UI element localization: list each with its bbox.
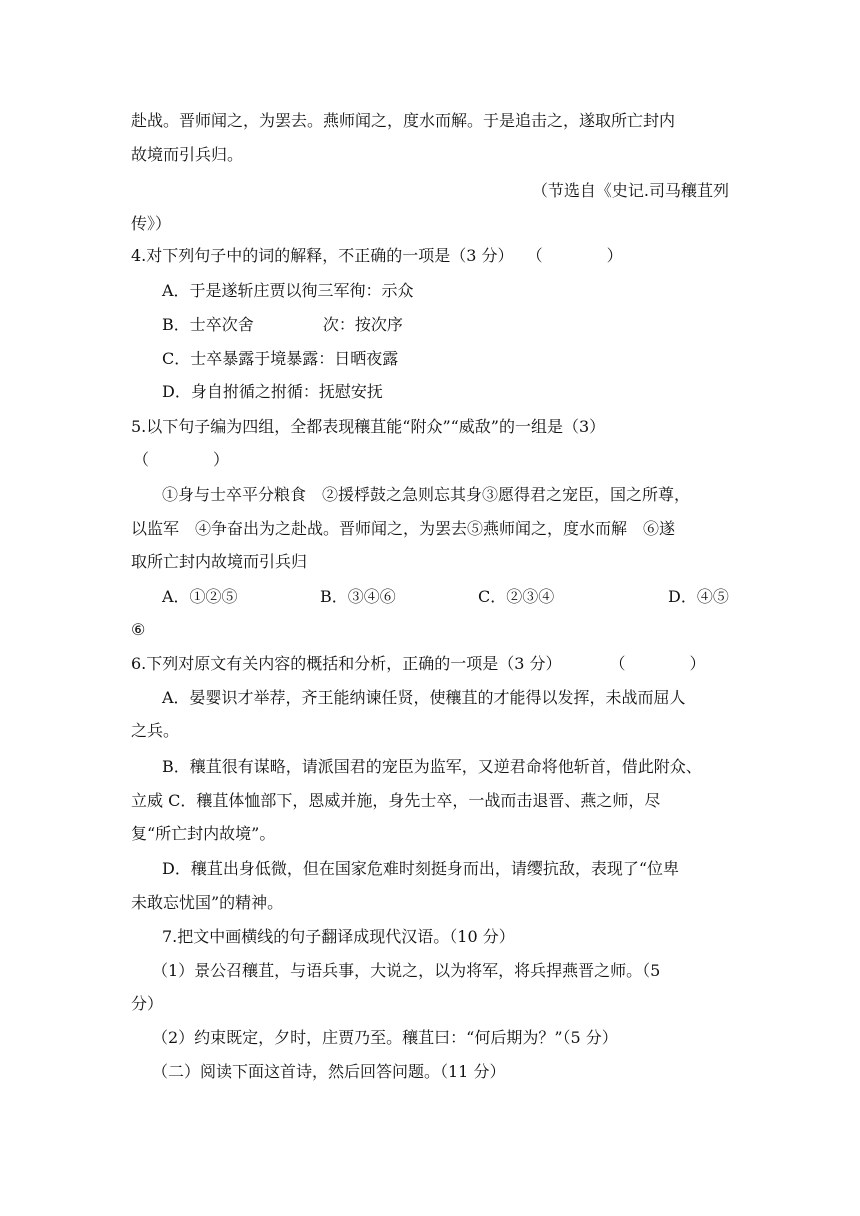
passage-line: 赴战。晋师闻之，为罢去。燕师闻之，度水而解。于是追击之，遂取所亡封内 [131,111,676,130]
question-6-option-b-c: 立威 C．穰苴体恤部下，恩威并施，身先士卒，一战而击退晋、燕之师，尽 [131,791,661,810]
question-6-option-c-cont: 复“所亡封内故境”。 [131,824,276,843]
question-7-item-1-cont: 分） [131,994,164,1013]
section-2-heading: （二）阅读下面这首诗，然后回答问题。（11 分） [152,1062,506,1081]
question-4-stem: 4.对下列句子中的词的解释，不正确的一项是（3 分） （ ） [131,246,623,265]
question-5-body-line: 以监军 ④争奋出为之赴战。晋师闻之，为罢去⑤燕师闻之，度水而解 ⑥遂 [131,519,676,538]
question-6-stem: 6.下列对原文有关内容的概括和分析，正确的一项是（3 分） （ ） [131,654,706,673]
source-citation: （节选自《史记.司马穰苴列 [531,181,729,200]
question-4-option-c: C．士卒暴露于境暴露：日晒夜露 [162,349,399,368]
question-4-option-a: A．于是遂斩庄贾以徇三军徇：示众 [162,281,414,300]
question-5-option-d-cont: ⑥ [131,620,146,639]
question-5-option-b: B．③④⑥ [320,587,396,606]
question-6-option-a-cont: 之兵。 [131,721,180,740]
question-6-option-d: D．穰苴出身低微，但在国家危难时刻挺身而出，请缨抗敌，表现了“位卑 [162,859,680,878]
passage-line: 故境而引兵归。 [131,145,244,164]
question-6-option-a: A．晏婴识才举荐，齐王能纳谏任贤，使穰苴的才能得以发挥，未战而屈人 [162,688,686,707]
question-4-option-b: B．士卒次舍 次：按次序 [162,315,403,334]
question-5-answer-blank: （ ） [133,450,230,469]
question-5-option-c: C．②③④ [478,587,555,606]
source-citation-cont: 传》） [131,214,172,233]
question-7-item-1: （1）景公召穰苴，与语兵事，大说之，以为将军，将兵捍燕晋之师。（5 [152,961,661,980]
question-5-stem: 5.以下句子编为四组，全都表现穰苴能“附众”“威敌”的一组是（3） [131,417,606,436]
question-6-option-b: B．穰苴很有谋略，请派国君的宠臣为监军，又逆君命将他斩首，借此附众、 [162,757,702,776]
question-4-option-d: D．身自拊循之拊循：抚慰安抚 [162,382,383,401]
question-5-option-a: A．①②⑤ [162,587,238,606]
question-5-body-line: ①身与士卒平分粮食 ②援桴鼓之急则忘其身③愿得君之宠臣，国之所尊， [162,485,691,504]
question-5-body-line: 取所亡封内故境而引兵归 [131,552,308,571]
question-7-stem: 7.把文中画横线的句子翻译成现代汉语。（10 分） [162,927,515,946]
question-6-option-d-cont: 未敢忘忧国”的精神。 [131,893,284,912]
question-7-item-2: （2）约束既定，夕时，庄贾乃至。穰苴曰：“何后期为？”（5 分） [152,1028,618,1047]
question-5-option-d: D．④⑤ [668,587,729,606]
